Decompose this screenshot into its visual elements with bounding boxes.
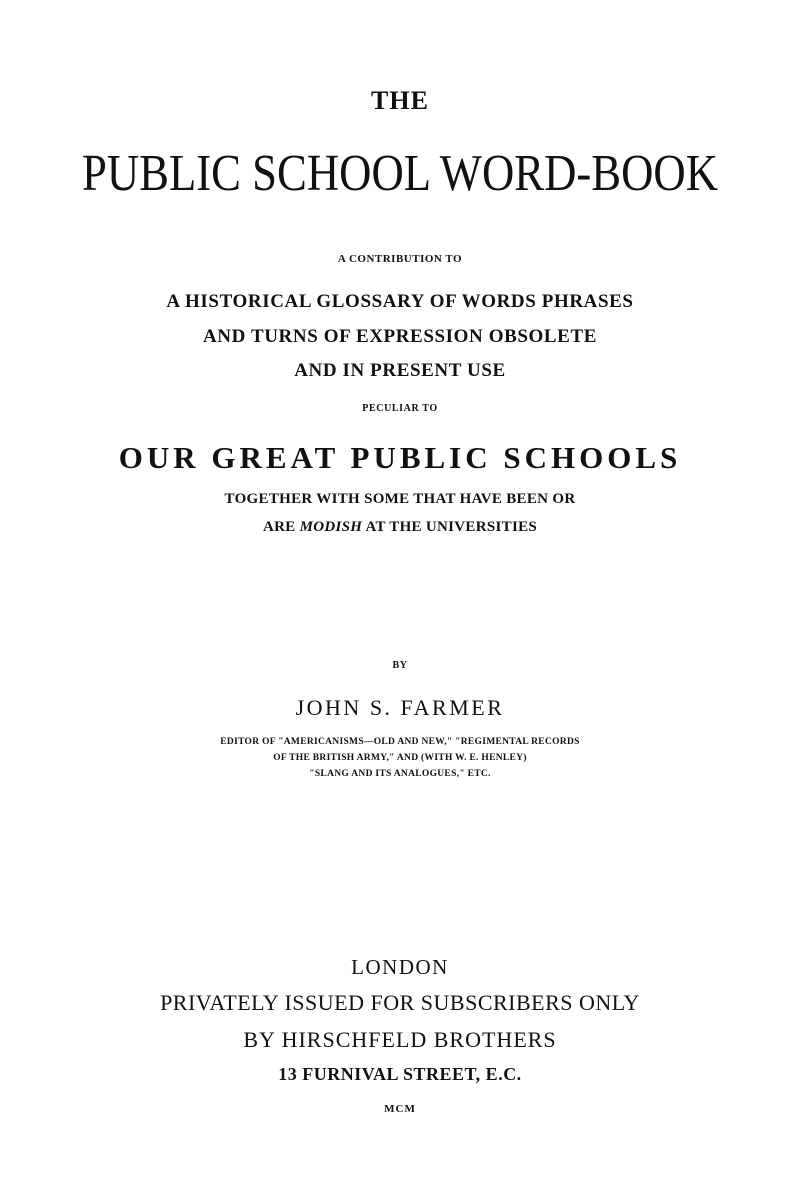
imprint-year: MCM (384, 1103, 416, 1115)
editor-credit-line-3: "SLANG AND ITS ANALOGUES," ETC. (309, 769, 491, 779)
book-title: PUBLIC SCHOOL WORD-BOOK (81, 145, 719, 202)
subtitle-line-3: AND IN PRESENT USE (294, 360, 506, 381)
peculiar-to-line: PECULIAR TO (362, 403, 438, 414)
by-line: BY (392, 660, 408, 671)
subtitle-line-2: AND TURNS OF EXPRESSION OBSOLETE (202, 326, 597, 347)
together-line-2-pre: ARE (262, 519, 300, 535)
title-article: THE (371, 86, 429, 115)
editor-credit-line-1: EDITOR OF "AMERICANISMS—OLD AND NEW," "REGIMENTAL RECORDS (220, 737, 580, 747)
schools-heading: OUR GREAT PUBLIC SCHOOLS (118, 440, 682, 475)
subtitle-line-1: A HISTORICAL GLOSSARY OF WORDS PHRASES (166, 291, 634, 312)
modish-italic: MODISH (299, 519, 363, 535)
together-line-2 (0, 520, 800, 535)
together-line-1: TOGETHER WITH SOME THAT HAVE BEEN OR (224, 491, 576, 507)
author-name: JOHN S. FARMER (295, 695, 505, 720)
contribution-line: A CONTRIBUTION TO (337, 253, 463, 265)
editor-credit-line-2: OF THE BRITISH ARMY," AND (WITH W. E. HENLEY) (273, 753, 527, 763)
together-line-2-post: AT THE UNIVERSITIES (362, 519, 538, 535)
imprint-publisher: BY HIRSCHFELD BROTHERS (243, 1027, 557, 1052)
imprint-city: LONDON (351, 955, 449, 979)
imprint-privately-issued: PRIVATELY ISSUED FOR SUBSCRIBERS ONLY (160, 990, 640, 1015)
imprint-address: 13 FURNIVAL STREET, E.C. (278, 1064, 522, 1084)
